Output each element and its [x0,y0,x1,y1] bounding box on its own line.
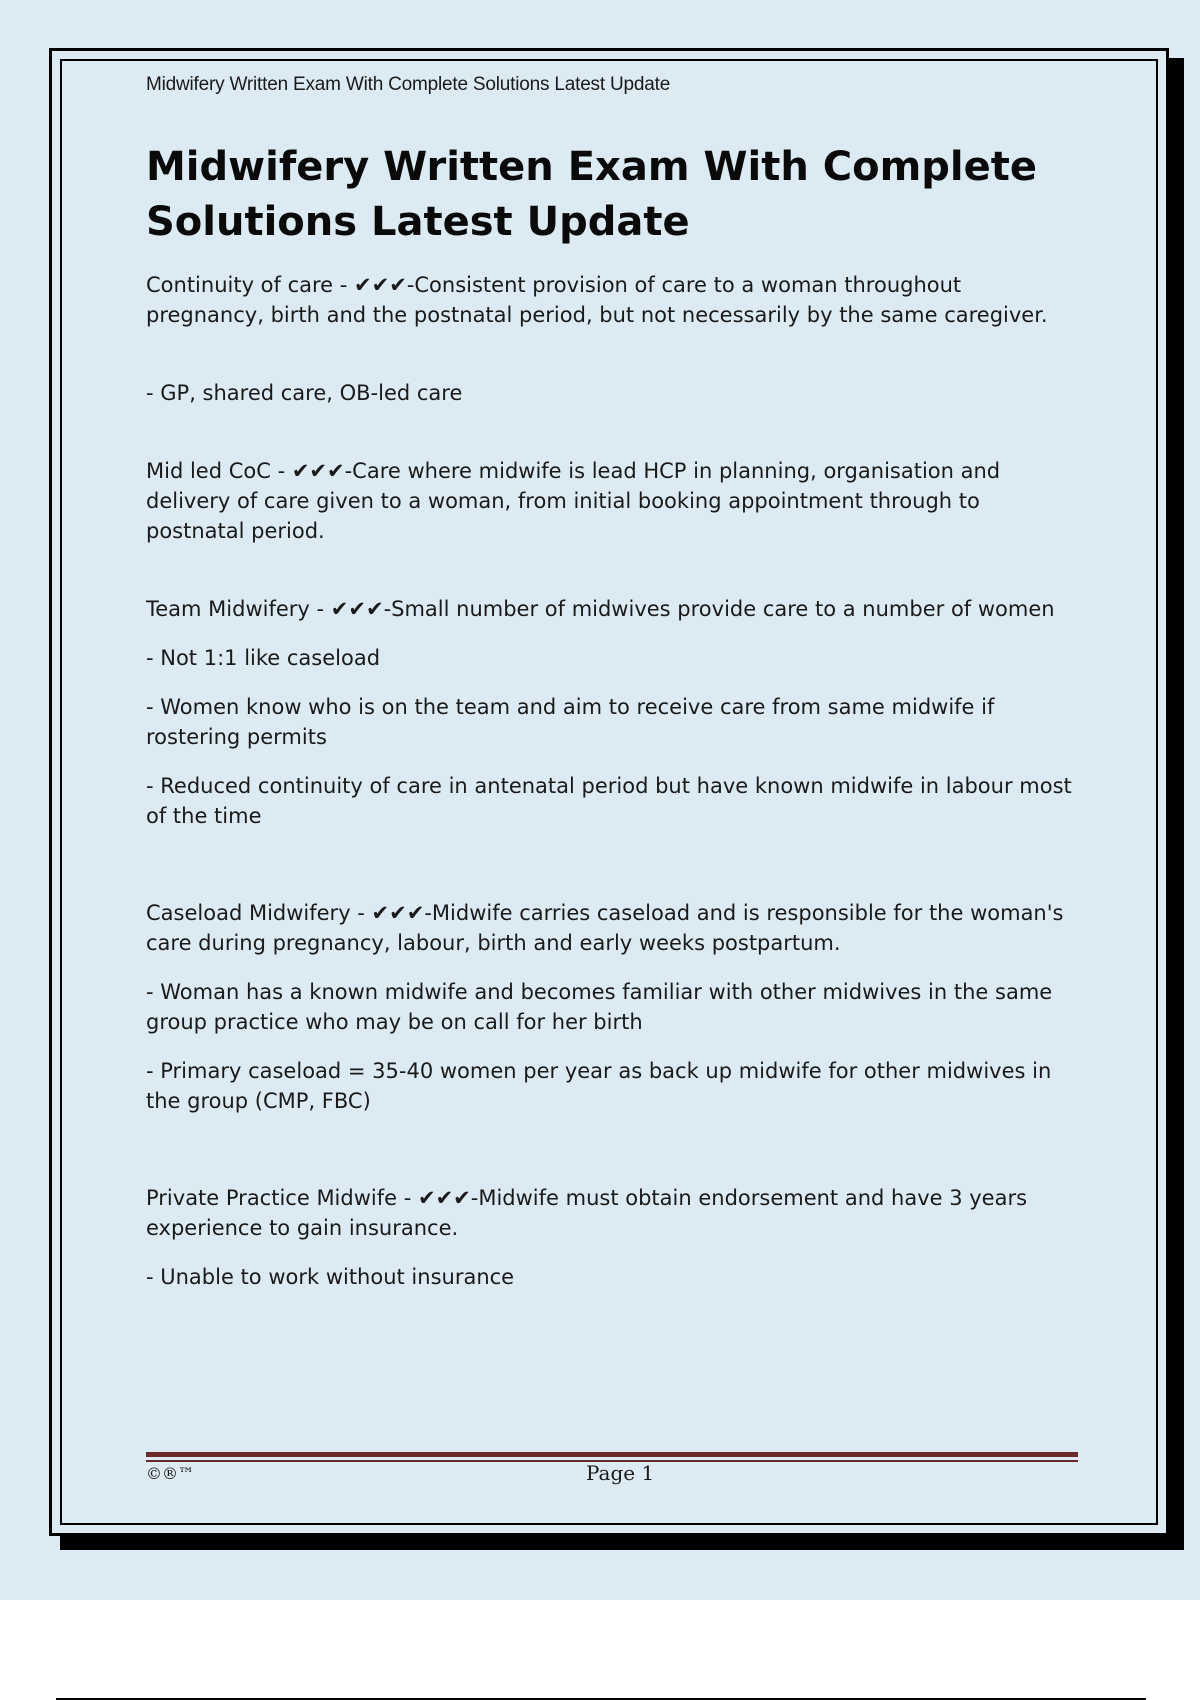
paragraph-continuity-of-care: Continuity of care - ✔✔✔-Consistent provision of care to a woman throughout pregnancy, birth and the postnatal period, but not necessarily by the same caregiver. [146,273,1048,327]
paragraph-caseload-midwifery: Caseload Midwifery - ✔✔✔-Midwife carries caseload and is responsible for the woman's care during pregnancy, labour, birth and early weeks postpartum. [146,901,1064,955]
paragraph-private-point-1: - Unable to work without insurance [146,1265,515,1289]
page-number: Page 1 [586,1461,655,1485]
document-title: Midwifery Written Exam With Complete Solutions Latest Update [146,144,1038,245]
paragraph-private-practice: Private Practice Midwife - ✔✔✔-Midwife must obtain endorsement and have 3 years experience to gain insurance. [146,1186,1028,1240]
paragraph-caseload-point-1: - Woman has a known midwife and becomes familiar with other midwives in the same group practice who may be on call for her birth [146,980,1053,1034]
footer-trademark-symbols: ©®™ [146,1464,194,1483]
footer-rule [146,1452,1078,1457]
paragraph-team-midwifery: Team Midwifery - ✔✔✔-Small number of midwives provide care to a number of women [146,597,1055,621]
paragraph-team-point-1: - Not 1:1 like caseload [146,646,381,670]
paragraph-team-point-2: - Women know who is on the team and aim to receive care from same midwife if rostering permits [146,695,995,749]
document-body [146,270,1081,1311]
paragraph-team-point-3: - Reduced continuity of care in antenatal period but have known midwife in labour most of the time [146,774,1072,828]
paragraph-caseload-point-2: - Primary caseload = 35-40 women per year as back up midwife for other midwives in the group (CMP, FBC) [146,1059,1052,1113]
running-header: Midwifery Written Exam With Complete Solutions Latest Update [146,74,671,95]
paragraph-mid-led-coc: Mid led CoC - ✔✔✔-Care where midwife is lead HCP in planning, organisation and delivery of care given to a woman, from initial booking appointment through to postnatal period. [146,459,1001,543]
paragraph-care-models: - GP, shared care, OB-led care [146,381,463,405]
